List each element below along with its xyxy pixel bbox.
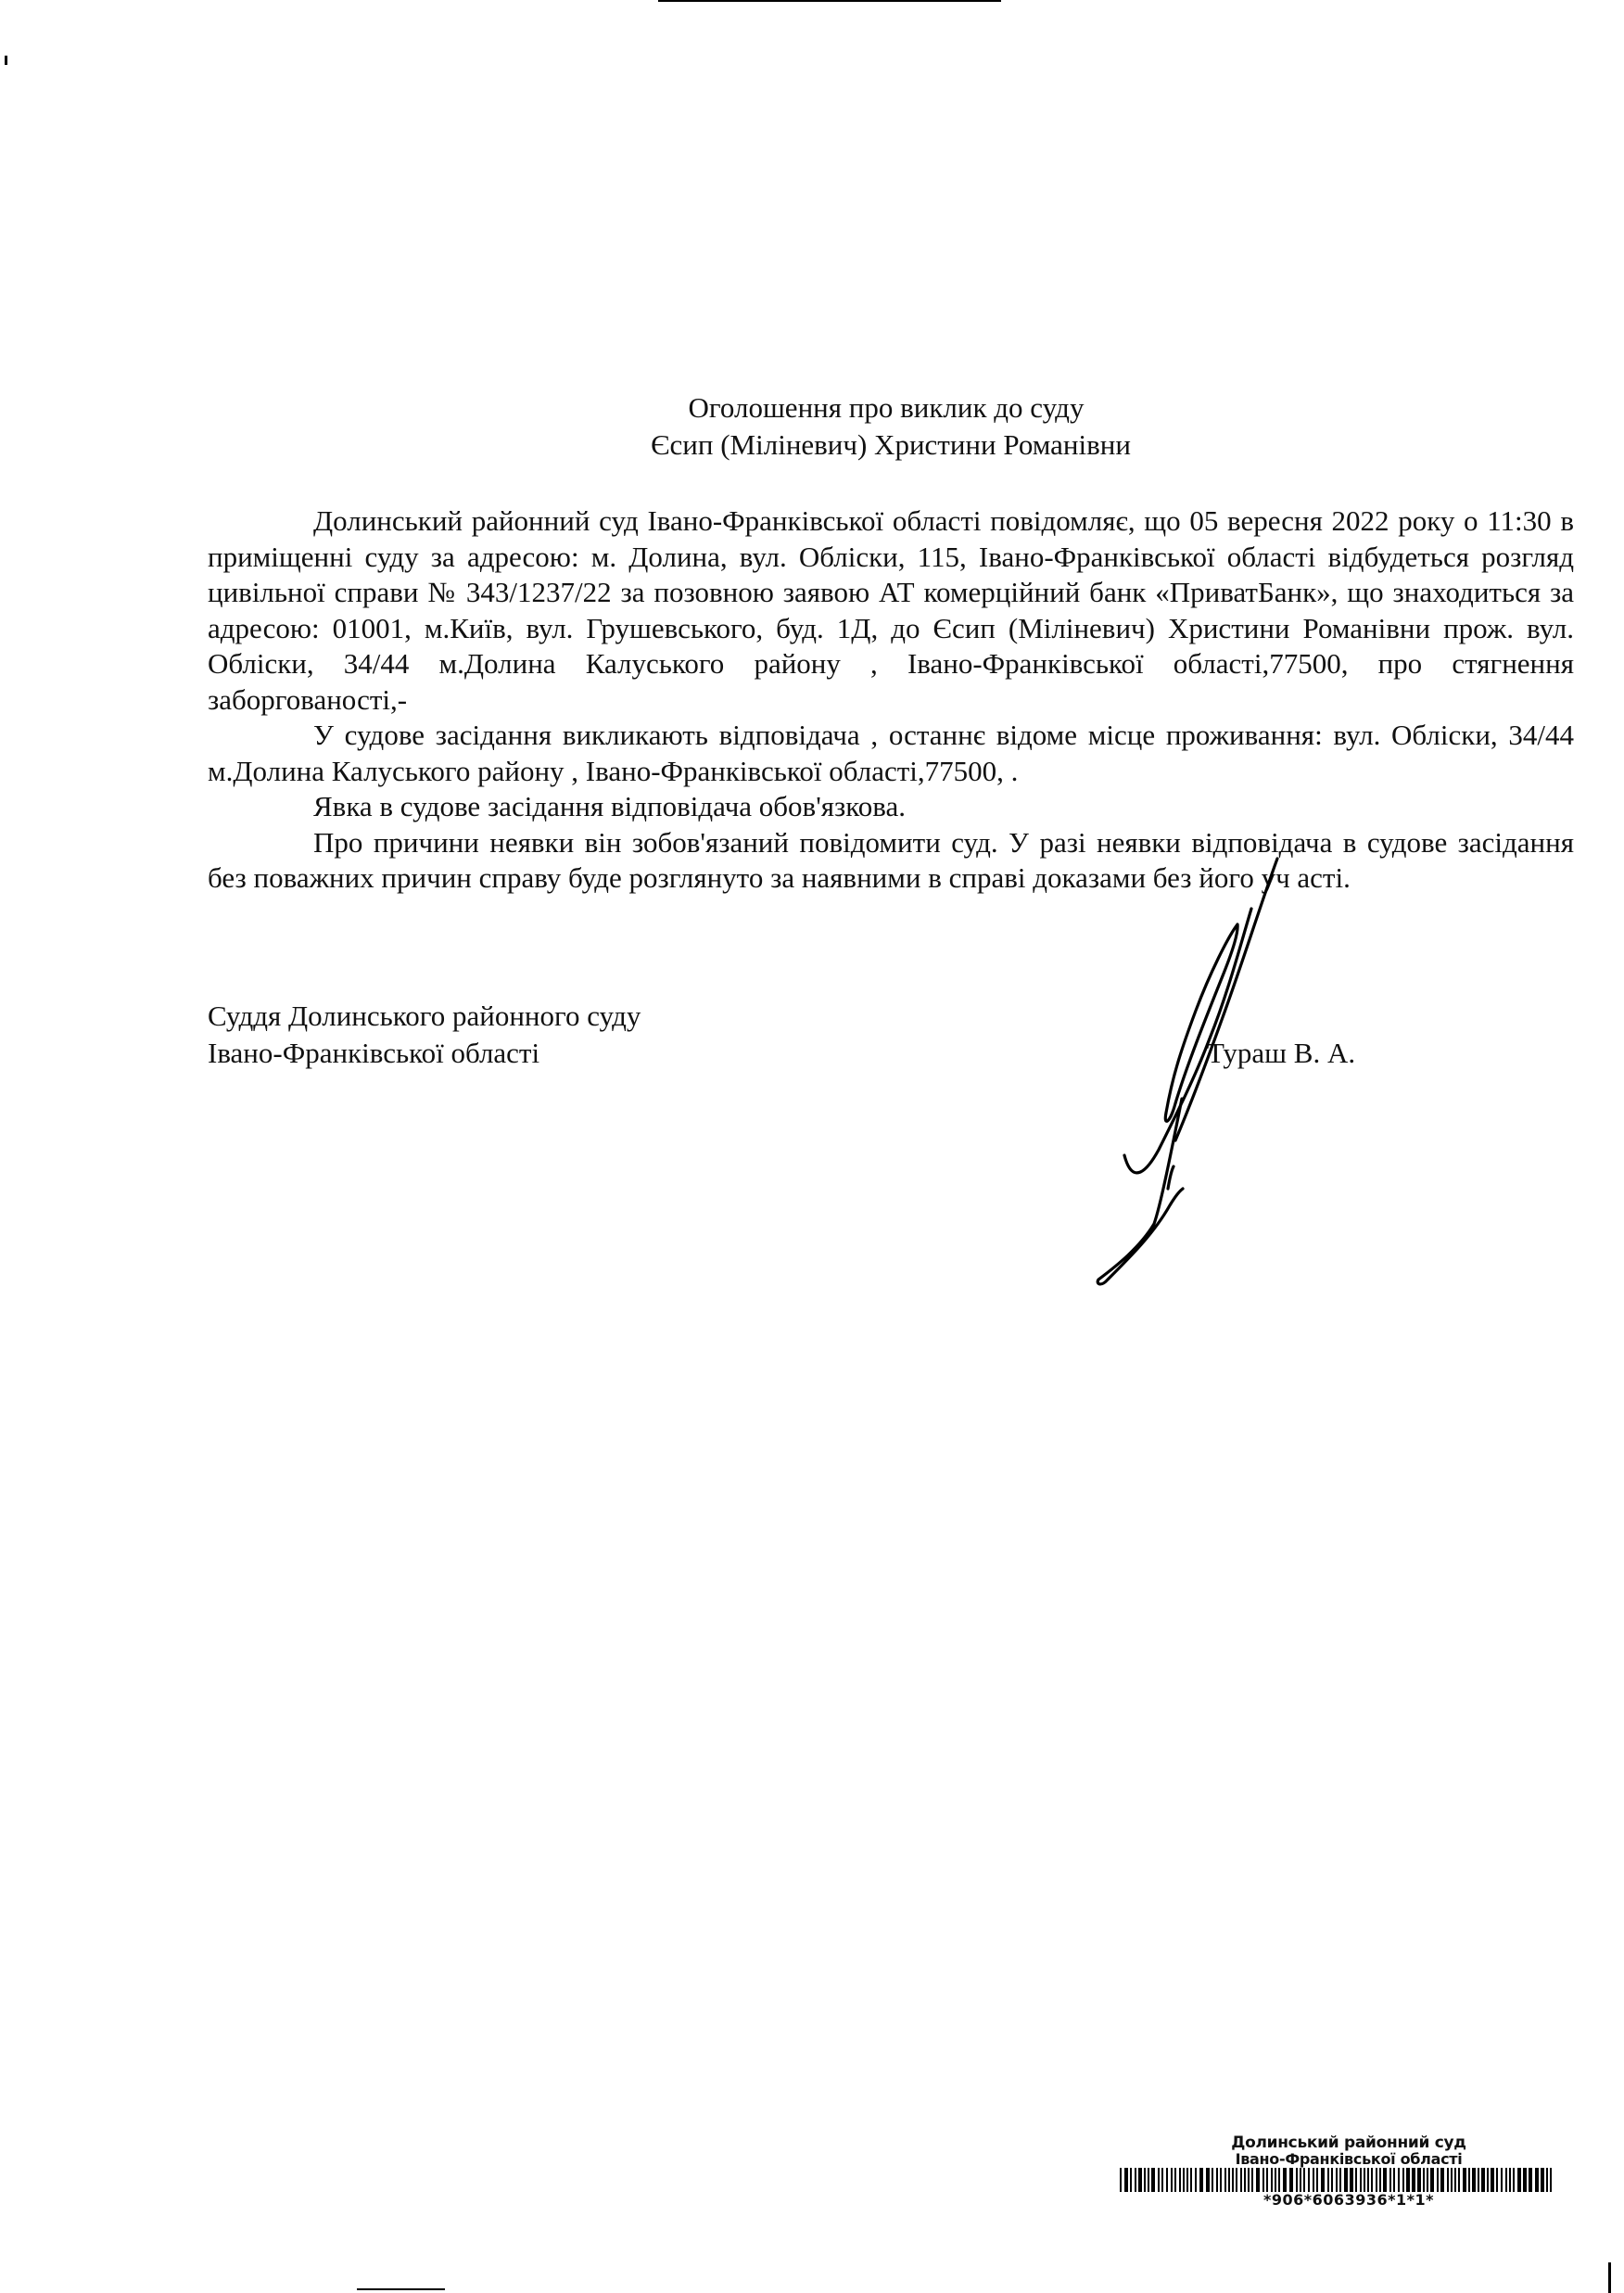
barcode-bar <box>1236 2168 1237 2192</box>
barcode-bar <box>1199 2168 1203 2192</box>
judge-name: Тураш В. А. <box>1207 1037 1356 1069</box>
barcode-bar <box>1517 2168 1521 2192</box>
barcode-bar <box>1513 2168 1515 2192</box>
barcode-bar <box>1313 2168 1314 2192</box>
barcode-bar <box>1220 2168 1222 2192</box>
judge-position-line-1: Суддя Долинського районного суду <box>208 1000 641 1032</box>
barcode-bar <box>1437 2168 1439 2192</box>
stamp-court-name: Долинський районний суд <box>1231 2134 1466 2152</box>
paragraph-attendance: Явка в судове засідання відповідача обов'язкова. <box>313 790 907 822</box>
barcode-bar <box>1138 2168 1142 2192</box>
paragraph-hearing-details: Долинський районний суд Івано-Франківської області повідомляє, що 05 вересня 2022 року о 11:30 в приміщенні суду за адресою: м. Долина, вул. Обліски, 115, Івано-Франківської області відбудеться розгляд цивільної справи № 343/1237/22 за позовною заявою АТ комерційний банк «ПриватБанк», що знаходиться за адресою: 01001, м.Київ, вул. Грушевського, буд. 1Д, до Єсип (Міліневич) Христини Романівни прож. вул. Обліски, 34/44 м.Долина Калуського району , Івано-Франківської області,77500, про стягнення заборгованості,- <box>208 504 1574 716</box>
barcode-bar <box>1458 2168 1460 2192</box>
court-registration-stamp <box>1112 2134 1585 2209</box>
barcode-bar <box>1501 2168 1503 2192</box>
barcode-bar <box>1478 2168 1479 2192</box>
barcode-bar <box>1183 2168 1185 2192</box>
barcode-bar <box>1275 2168 1276 2192</box>
barcode-bar <box>1240 2168 1242 2192</box>
barcode-bar <box>1360 2168 1362 2192</box>
barcode-bar <box>1451 2168 1453 2192</box>
barcode-bar <box>1224 2168 1226 2192</box>
scan-artifact-bottom <box>357 2288 445 2290</box>
barcode-bar <box>1161 2168 1163 2192</box>
barcode-bar <box>1296 2168 1298 2192</box>
barcode-bar <box>1212 2168 1213 2192</box>
barcode-bar <box>1130 2168 1132 2192</box>
judge-position <box>208 998 641 1072</box>
barcode-bar <box>1505 2168 1507 2192</box>
barcode-bar <box>1216 2168 1218 2192</box>
barcode-bar <box>1468 2168 1470 2192</box>
barcode-bar <box>1124 2168 1128 2192</box>
scan-artifact-top <box>658 0 1001 2</box>
scan-artifact-left <box>5 56 7 65</box>
barcode-number: *906*6063936*1*1* <box>1263 2191 1434 2209</box>
barcode-bar <box>1158 2168 1160 2192</box>
barcode-bar <box>1206 2168 1210 2192</box>
barcode-bar <box>1487 2168 1489 2192</box>
paragraph-absence-consequences: Про причини неявки він зобов'язаний повідомити суд. У разі неявки відповідача в судове засідання без поважних причин справу буде розглянуто за наявними в справі доказами без його уч асті. <box>208 825 1574 894</box>
barcode-bar <box>1283 2168 1287 2192</box>
barcode-bar <box>1376 2168 1377 2192</box>
barcode-bar <box>1535 2168 1539 2192</box>
barcode-bar <box>1186 2168 1188 2192</box>
barcode-bar <box>1541 2168 1544 2192</box>
barcode-bar <box>1398 2168 1400 2192</box>
barcode-bar <box>1262 2168 1264 2192</box>
paragraph-summons: У судове засідання викликають відповідача , останнє відоме місце проживання: вул. Обліски, 34/44 м.Долина Калуського району , Івано-Франківської області,77500, . <box>208 719 1574 787</box>
notice-title <box>0 389 1624 464</box>
barcode-bar <box>1308 2168 1310 2192</box>
barcode-bar <box>1339 2168 1341 2192</box>
judge-position-line-2: Івано-Франківської області <box>208 1037 540 1069</box>
barcode-bar <box>1316 2168 1318 2192</box>
barcode-bar <box>1423 2168 1425 2192</box>
barcode-bar <box>1417 2168 1421 2192</box>
barcode-bar <box>1289 2168 1293 2192</box>
barcode-bar <box>1331 2168 1333 2192</box>
barcode-bar <box>1529 2168 1532 2192</box>
barcode-bar <box>1266 2168 1268 2192</box>
barcode-bar <box>1344 2168 1348 2192</box>
barcode-bar <box>1367 2168 1369 2192</box>
barcode-bar <box>1509 2168 1511 2192</box>
barcode-bar <box>1406 2168 1410 2192</box>
barcode-bar <box>1166 2168 1168 2192</box>
barcode-bar <box>1393 2168 1395 2192</box>
barcode-bar <box>1300 2168 1301 2192</box>
barcode-bar <box>1379 2168 1381 2192</box>
barcode-bar <box>1303 2168 1305 2192</box>
barcode-bar <box>1195 2168 1197 2192</box>
barcode-bar <box>1389 2168 1391 2192</box>
barcode <box>1120 2168 1578 2192</box>
title-line-1: Оголошення про виклик до суду <box>688 391 1085 424</box>
barcode-bar <box>1546 2168 1548 2192</box>
barcode-bar <box>1427 2168 1428 2192</box>
barcode-bar <box>1171 2168 1173 2192</box>
barcode-bar <box>1251 2168 1253 2192</box>
barcode-bar <box>1174 2168 1176 2192</box>
barcode-bar <box>1454 2168 1456 2192</box>
barcode-bar <box>1179 2168 1181 2192</box>
barcode-bar <box>1336 2168 1338 2192</box>
barcode-bar <box>1550 2168 1552 2192</box>
barcode-bar <box>1228 2168 1230 2192</box>
barcode-bar <box>1271 2168 1273 2192</box>
barcode-bar <box>1496 2168 1498 2192</box>
barcode-bar <box>1151 2168 1155 2192</box>
barcode-bar <box>1364 2168 1365 2192</box>
barcode-bar <box>1248 2168 1250 2192</box>
barcode-bar <box>1120 2168 1122 2192</box>
barcode-bar <box>1472 2168 1476 2192</box>
barcode-bar <box>1491 2168 1494 2192</box>
barcode-bar <box>1350 2168 1353 2192</box>
barcode-bar <box>1278 2168 1280 2192</box>
barcode-bar <box>1244 2168 1246 2192</box>
barcode-bar <box>1402 2168 1404 2192</box>
stamp-region-name: Івано-Франківської області <box>1235 2150 1463 2168</box>
barcode-bar <box>1321 2168 1325 2192</box>
barcode-bar <box>1232 2168 1234 2192</box>
scan-artifact-right-edge <box>1608 2262 1611 2293</box>
barcode-bar <box>1135 2168 1136 2192</box>
barcode-bar <box>1440 2168 1444 2192</box>
barcode-bar <box>1355 2168 1357 2192</box>
barcode-bar <box>1327 2168 1329 2192</box>
barcode-bar <box>1148 2168 1149 2192</box>
barcode-bar <box>1383 2168 1387 2192</box>
barcode-bar <box>1523 2168 1527 2192</box>
barcode-bar <box>1371 2168 1373 2192</box>
barcode-bar <box>1256 2168 1260 2192</box>
barcode-bar <box>1447 2168 1449 2192</box>
title-line-2: Єсип (Міліневич) Христини Романівни <box>651 428 1131 461</box>
barcode-bar <box>1463 2168 1466 2192</box>
barcode-bar <box>1430 2168 1434 2192</box>
barcode-bar <box>1481 2168 1485 2192</box>
notice-body <box>208 503 1574 897</box>
barcode-bar <box>1144 2168 1146 2192</box>
barcode-bar <box>1190 2168 1192 2192</box>
barcode-bar <box>1412 2168 1415 2192</box>
